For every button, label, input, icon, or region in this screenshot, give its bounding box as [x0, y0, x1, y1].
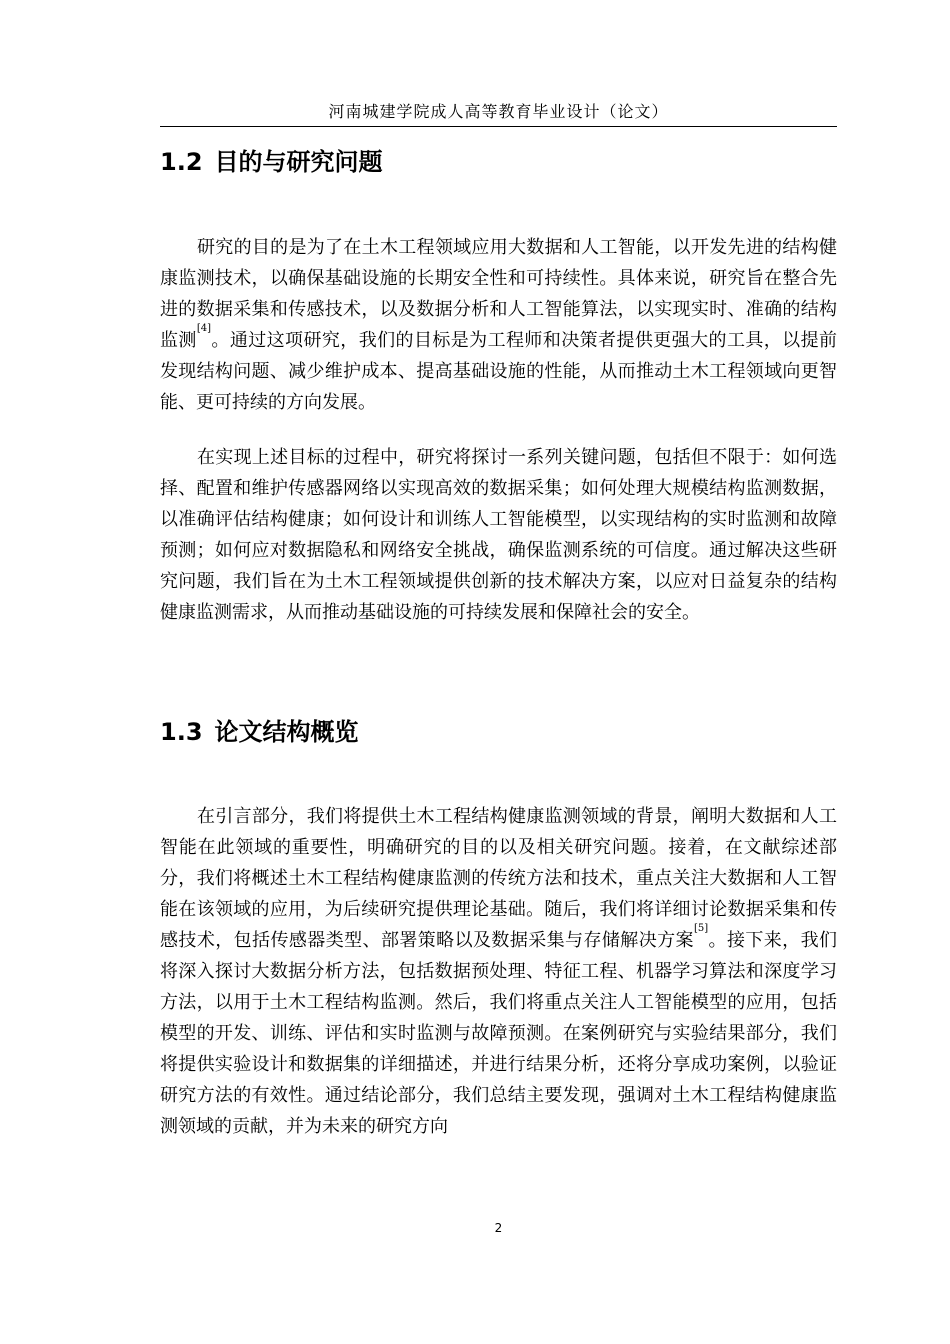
paragraph-text: 在引言部分，我们将提供土木工程结构健康监测领域的背景，阐明大数据和人工智能在此领域的重要性，明确研究的目的以及相关研究问题。接着，在文献综述部分，我们将概述土木工程结构健康监测的传统方法和技术，重点关注大数据和人工智能在该领域的应用，为后续研究提供理论基础。随后，我们将详细讨论数据采集和传感技术，包括传感器类型、部署策略以及数据采集与存储解决方案 — [160, 806, 837, 951]
body-paragraph — [160, 801, 837, 1142]
section-title: 论文结构概览 — [214, 718, 359, 746]
page-number: 2 — [494, 1221, 503, 1235]
body-paragraph: 在实现上述目标的过程中，研究将探讨一系列关键问题，包括但不限于：如何选择、配置和维护传感器网络以实现高效的数据采集；如何处理大规模结构监测数据，以准确评估结构健康；如何设计和训练人工智能模型，以实现结构的实时监测和故障预测；如何应对数据隐私和网络安全挑战，确保监测系统的可信度。通过解决这些研究问题，我们旨在为土木工程领域提供创新的技术解决方案，以应对日益复杂的结构健康监测需求，从而推动基础设施的可持续发展和保障社会的安全。 — [160, 447, 837, 623]
body-paragraph — [160, 232, 837, 418]
citation-ref: [5] — [693, 923, 709, 934]
running-header: 河南城建学院成人高等教育毕业设计（论文） — [328, 102, 669, 121]
section-heading-1-2 — [160, 146, 383, 178]
section-number: 1.3 — [160, 718, 203, 746]
paragraph-text: 研究的目的是为了在土木工程领域应用大数据和人工智能，以开发先进的结构健康监测技术，以确保基础设施的长期安全性和可持续性。具体来说，研究旨在整合先进的数据采集和传感技术，以及数据分析和人工智能算法，以实现实时、准确的结构监测 — [160, 237, 837, 351]
section-title: 目的与研究问题 — [214, 148, 383, 176]
paragraph-text: 。接下来，我们将深入探讨大数据分析方法，包括数据预处理、特征工程、机器学习算法和深度学习方法，以用于土木工程结构监测。然后，我们将重点关注人工智能模型的应用，包括模型的开发、训练、评估和实时监测与故障预测。在案例研究与实验结果部分，我们将提供实验设计和数据集的详细描述，并进行结果分析，还将分享成功案例，以验证研究方法的有效性。通过结论部分，我们总结主要发现，强调对土木工程结构健康监测领域的贡献，并为未来的研究方向 — [160, 930, 838, 1137]
paragraph-text: 。通过这项研究，我们的目标是为工程师和决策者提供更强大的工具，以提前发现结构问题、减少维护成本、提高基础设施的性能，从而推动土木工程领域向更智能、更可持续的方向发展。 — [160, 330, 838, 413]
section-heading-1-3 — [160, 716, 359, 748]
header-rule — [160, 126, 837, 127]
citation-ref: [4] — [196, 323, 211, 334]
section-number: 1.2 — [160, 148, 203, 176]
